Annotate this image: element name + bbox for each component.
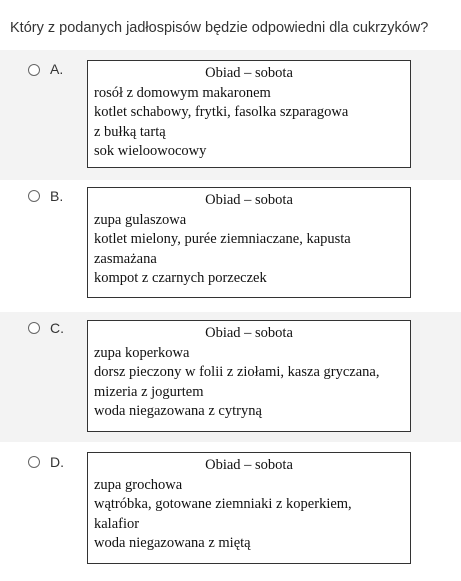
menu-line: kompot z czarnych porzeczek <box>94 270 267 287</box>
option-d-letter: D. <box>50 454 64 470</box>
option-c-letter: C. <box>50 320 64 336</box>
radio-a-icon[interactable] <box>28 64 40 76</box>
option-c[interactable] <box>0 312 461 442</box>
menu-line: rosół z domowym makaronem <box>94 84 271 101</box>
option-b-letter: B. <box>50 188 64 204</box>
menu-box-a <box>87 60 411 168</box>
menu-box-d <box>87 452 411 564</box>
menu-line: woda niegazowana z cytryną <box>94 403 262 420</box>
option-d[interactable] <box>0 444 461 574</box>
menu-title: Obiad – sobota <box>205 457 293 473</box>
menu-line: kotlet mielony, purée ziemniaczane, kapusta <box>94 231 351 248</box>
menu-line: z bułką tartą <box>94 123 166 140</box>
radio-b-icon[interactable] <box>28 190 40 202</box>
radio-d-icon[interactable] <box>28 456 40 468</box>
question-text: Który z podanych jadłospisów będzie odpowiedni dla cukrzyków? <box>10 20 429 36</box>
menu-line: mizeria z jogurtem <box>94 383 204 400</box>
menu-box-c <box>87 320 411 432</box>
menu-line: dorsz pieczony w folii z ziołami, kasza gryczana, <box>94 364 380 381</box>
menu-line: wątróbka, gotowane ziemniaki z koperkiem, <box>94 496 352 513</box>
radio-c-icon[interactable] <box>28 322 40 334</box>
option-b[interactable] <box>0 180 461 310</box>
menu-box-b <box>87 187 411 298</box>
menu-title: Obiad – sobota <box>205 192 293 208</box>
menu-line: zupa koperkowa <box>94 344 190 361</box>
menu-line: woda niegazowana z miętą <box>94 535 251 552</box>
option-a-letter: A. <box>50 61 64 77</box>
menu-title: Obiad – sobota <box>205 325 293 341</box>
menu-line: kotlet schabowy, frytki, fasolka szparagowa <box>94 104 349 121</box>
menu-line: sok wieloowocowy <box>94 143 207 160</box>
menu-line: zupa grochowa <box>94 476 183 493</box>
menu-line: kalafior <box>94 515 140 532</box>
menu-line: zupa gulaszowa <box>94 211 187 228</box>
menu-line: zasmażana <box>94 250 157 267</box>
option-a[interactable] <box>0 50 461 180</box>
menu-title: Obiad – sobota <box>205 65 293 81</box>
